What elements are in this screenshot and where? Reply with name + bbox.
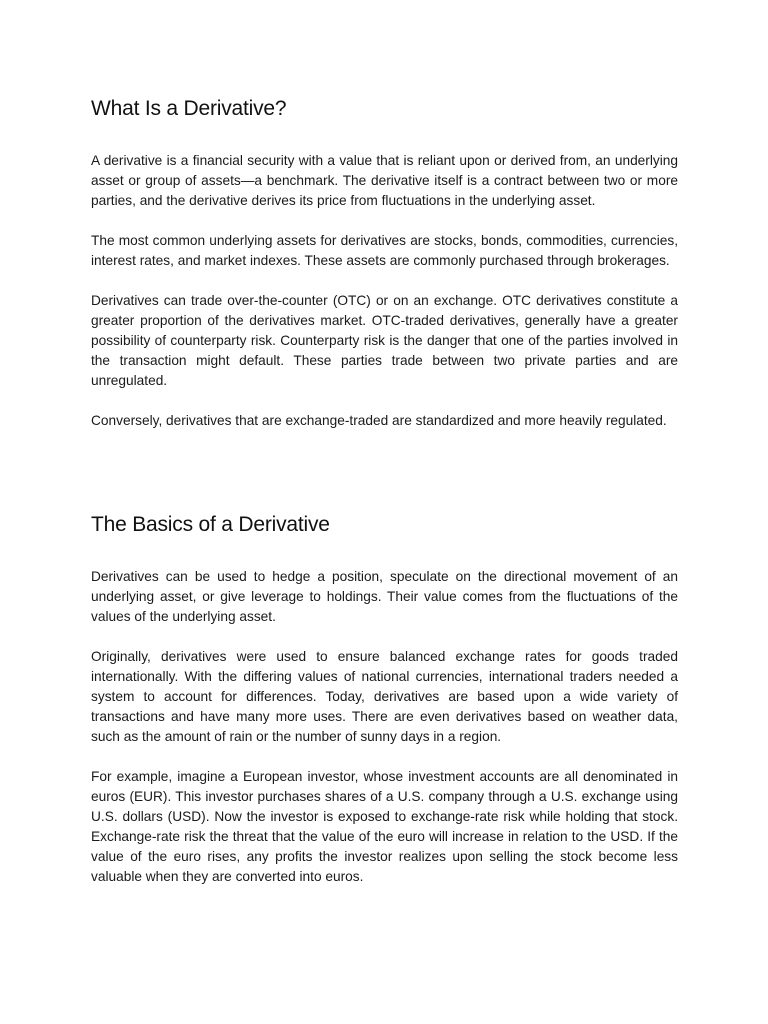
paragraph: Derivatives can trade over-the-counter (OTC) or on an exchange. OTC derivatives constitute a greater proportion of the derivatives market. OTC-traded derivatives, generally have a greater possibility of counterparty risk. Counterparty risk is the danger that one of the parties involved in the transaction might default. These parties trade between two private parties and are unregulated.: [91, 293, 678, 388]
paragraph: Originally, derivatives were used to ensure balanced exchange rates for goods traded internationally. With the differing values of national currencies, international traders needed a system to account for differences. Today, derivatives are based upon a wide variety of transactions and have many more uses. There are even derivatives based on weather data, such as the amount of rain or the number of sunny days in a region.: [91, 649, 678, 744]
section-heading-what-is-a-derivative: What Is a Derivative?: [91, 97, 287, 120]
section-heading-basics-of-a-derivative: The Basics of a Derivative: [91, 513, 330, 536]
section-body-what-is-a-derivative: [91, 151, 678, 451]
paragraph: Derivatives can be used to hedge a position, speculate on the directional movement of an underlying asset, or give leverage to holdings. Their value comes from the fluctuations of the values of the underlying asset.: [91, 569, 678, 624]
paragraph: A derivative is a financial security with a value that is reliant upon or derived from, an underlying asset or group of assets—a benchmark. The derivative itself is a contract between two or more parties, and the derivative derives its price from fluctuations in the underlying asset.: [91, 153, 678, 208]
paragraph: The most common underlying assets for derivatives are stocks, bonds, commodities, currencies, interest rates, and market indexes. These assets are commonly purchased through brokerages.: [91, 233, 678, 268]
section-body-basics-of-a-derivative: [91, 567, 678, 907]
paragraph: For example, imagine a European investor, whose investment accounts are all denominated in euros (EUR). This investor purchases shares of a U.S. company through a U.S. exchange using U.S. dollars (USD). Now the investor is exposed to exchange-rate risk while holding that stock. Exchange-rate risk the threat that the value of the euro will increase in relation to the USD. If the value of the euro rises, any profits the investor realizes upon selling the stock become less valuable when they are converted into euros.: [91, 769, 678, 884]
paragraph: Conversely, derivatives that are exchange-traded are standardized and more heavily regulated.: [91, 413, 667, 428]
